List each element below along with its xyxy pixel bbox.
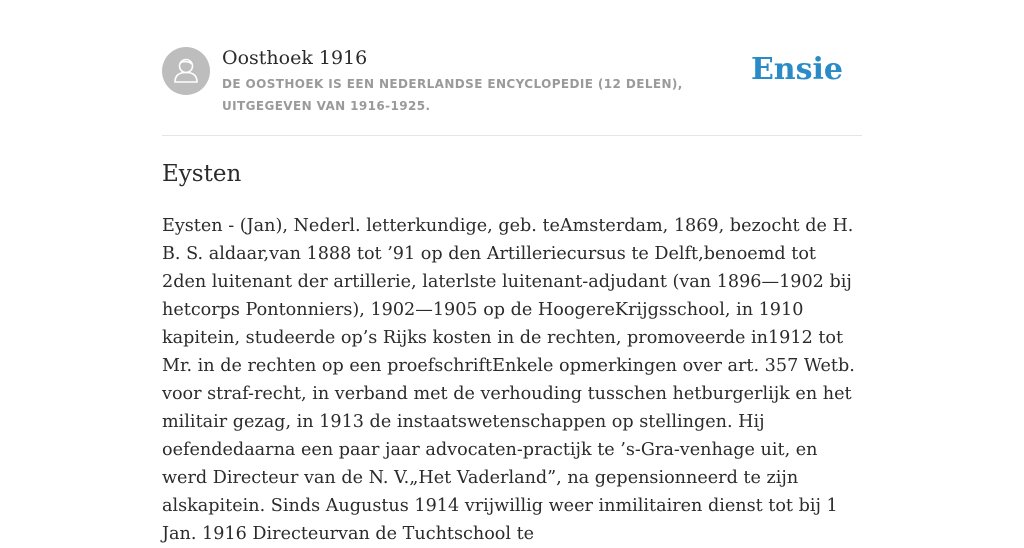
source-description: DE OOSTHOEK IS EEN NEDERLANDSE ENCYCLOPEDIE (12 DELEN), UITGEGEVEN VAN 1916-1925.	[222, 77, 683, 113]
user-icon	[162, 47, 210, 95]
source-title[interactable]: Oosthoek 1916	[222, 47, 368, 69]
brand-logo[interactable]: Ensie	[750, 52, 843, 87]
user-icon-graphic	[162, 47, 210, 95]
source-header	[162, 46, 862, 136]
source-info	[222, 46, 762, 117]
entry-text: Eysten - (Jan), Nederl. letterkundige, geb. teAmsterdam, 1869, bezocht de H. B. S. aldaar,van 1888 tot ’91 op den Artilleriecursus te Delft,benoemd tot 2den luitenant der artillerie, laterlste luitenant-adjudant (van 1896—1902 bij hetcorps Pontonniers), 1902—1905 op de HoogereKrijgsschool, in 1910 kapitein, studeerde op’s Rijks kosten in de rechten, promoveerde in1912 tot Mr. in de rechten op een proefschriftEnkele opmerkingen over art. 357 Wetb. voor straf-recht, in verband met de verhouding tusschen hetburgerlijk en het militair gezag, in 1913 de instaatswetenschappen op stellingen. Hij oefendedaarna een paar jaar advocaten-practijk te ’s-Gra-venhage uit, en werd Directeur van de N. V.„Het Vaderland”, na gepensionneerd te zijn alskapitein. Sinds Augustus 1914 vrijwillig weer inmilitairen dienst tot bij 1 Jan. 1916 Directeurvan de Tuchtschool te	[162, 216, 855, 544]
entry-title: Eysten	[162, 161, 242, 187]
